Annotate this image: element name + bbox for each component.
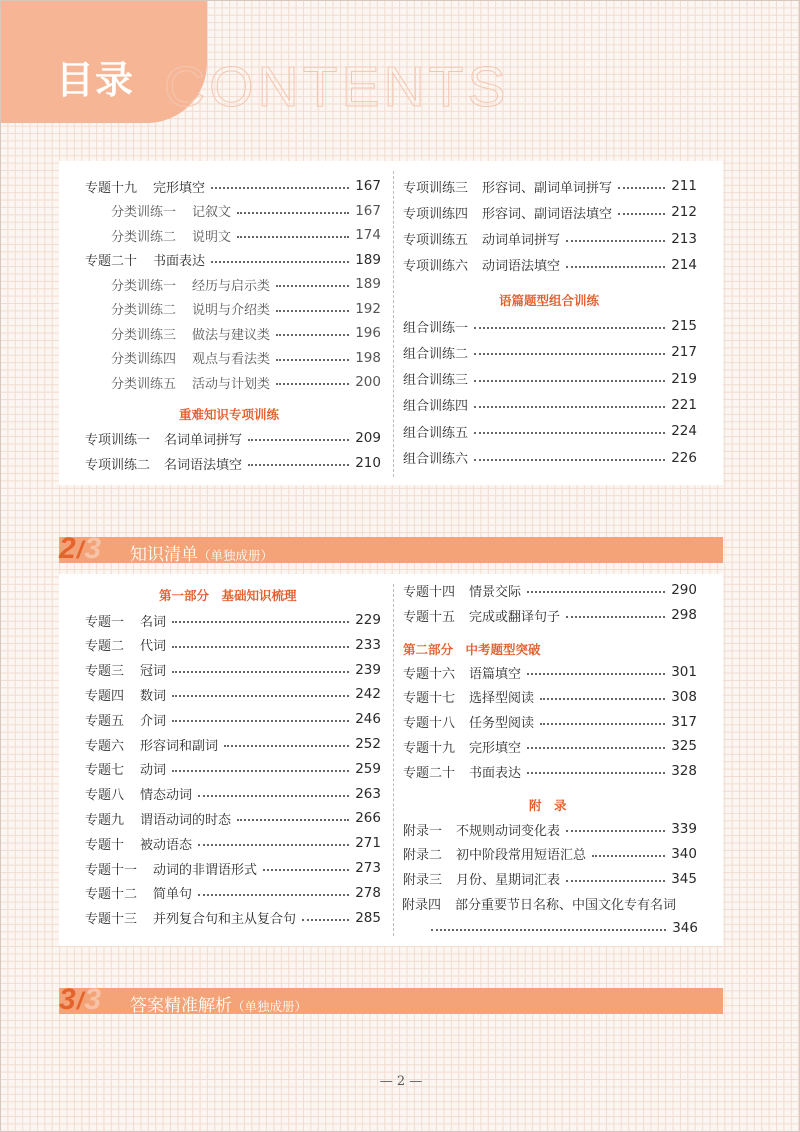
toc-label: 组合训练六 [403, 452, 469, 467]
leader-dots [276, 383, 349, 385]
toc-label: 专题十 [85, 837, 125, 853]
toc-title: 语篇填空 [469, 666, 522, 682]
toc-label: 分类训练五 [111, 376, 177, 392]
toc-entry [403, 688, 697, 706]
toc-label: 专题六 [85, 738, 125, 754]
leader-dots [211, 261, 349, 263]
toc-label: 专题二 [85, 639, 125, 655]
toc-label: 附录一 [403, 823, 443, 839]
leader-dots [474, 406, 665, 408]
toc-page: 346 [672, 920, 698, 936]
leader-dots [248, 464, 349, 466]
toc-label: 组合训练四 [403, 399, 469, 415]
toc-title: 简单句 [153, 887, 193, 903]
toc-entry [85, 251, 381, 269]
toc-page: 200 [355, 374, 381, 390]
leader-dots [592, 855, 665, 857]
toc-entry [403, 581, 697, 599]
toc-entry [403, 737, 697, 755]
toc-label: 专项训练六 [403, 259, 469, 275]
toc-label: 专题十八 [403, 716, 456, 732]
toc-title: 动词的非谓语形式 [153, 862, 258, 878]
toc-label: 专题十五 [403, 609, 456, 625]
toc-page: 325 [671, 738, 697, 755]
toc-page: 266 [355, 810, 381, 827]
toc-label: 组合训练五 [403, 425, 469, 441]
toc-title: 完形填空 [469, 740, 522, 756]
toc-label: 分类训练二 [111, 229, 177, 245]
toc-page: 285 [355, 909, 381, 926]
section-title: 知识清单 [130, 545, 198, 565]
section-number [59, 532, 101, 566]
toc-entry [85, 454, 381, 472]
section-banner-knowledge-list [59, 532, 723, 565]
page-title-english: CONTENTS [164, 55, 510, 119]
section-index: 2 [59, 532, 76, 565]
leader-dots [527, 772, 665, 774]
toc-entry [403, 870, 697, 888]
toc-label: 分类训练三 [111, 327, 177, 343]
toc-label: 专题十六 [403, 666, 456, 682]
appendix-4-title [402, 894, 677, 913]
toc-label: 专题十九 [85, 180, 138, 196]
toc-label: 专题七 [85, 763, 125, 779]
toc-entry [403, 845, 697, 863]
toc-page: 278 [355, 884, 381, 901]
toc-title: 被动语态 [140, 837, 193, 853]
section-heading-combo-training: 语篇题型组合训练 [499, 293, 600, 308]
toc-entry [85, 809, 381, 827]
leader-dots [566, 240, 665, 242]
toc-entry [111, 373, 381, 391]
toc-page: 246 [355, 711, 381, 728]
toc-label: 分类训练一 [111, 205, 177, 220]
leader-dots [276, 334, 349, 336]
leader-dots [527, 673, 665, 675]
toc-entry [85, 685, 381, 703]
toc-entry [403, 177, 697, 195]
toc-page: 263 [355, 785, 381, 802]
toc-page: 192 [355, 300, 381, 317]
toc-label: 附录三 [403, 873, 443, 889]
toc-title: 名词语法填空 [164, 457, 243, 473]
toc-title: 说明文 [192, 229, 232, 245]
toc-entry [85, 611, 381, 629]
contents-panel-1 [59, 161, 723, 485]
toc-entry [111, 275, 381, 293]
toc-entry [111, 349, 381, 367]
toc-page: 210 [355, 455, 381, 471]
leader-dots [248, 439, 349, 441]
leader-dots [474, 380, 665, 382]
toc-entry [403, 343, 697, 361]
toc-title: 部分重要节日名称、中国文化专有名词 [455, 898, 677, 913]
toc-entry [85, 735, 381, 753]
leader-dots [172, 720, 349, 722]
leader-dots [566, 830, 665, 832]
toc-label: 专题三 [85, 664, 125, 680]
toc-title: 说明与介绍类 [192, 303, 271, 318]
toc-label: 分类训练一 [111, 278, 177, 294]
section-banner-answers [59, 983, 723, 1016]
toc-entry [85, 859, 381, 877]
section-heading-special-training: 重难知识专项训练 [179, 407, 280, 422]
leader-dots [172, 621, 349, 623]
toc-title: 形容词、副词语法填空 [482, 206, 613, 222]
toc-page: 217 [671, 344, 697, 361]
leader-dots [618, 187, 665, 189]
toc-page: 213 [671, 230, 697, 247]
toc-entry [111, 202, 381, 220]
toc-label: 专项训练二 [85, 457, 151, 473]
toc-page: 233 [355, 636, 381, 653]
toc-page: 317 [671, 713, 697, 730]
toc-title: 做法与建议类 [192, 327, 271, 343]
leader-dots [431, 929, 666, 931]
leader-dots [566, 880, 665, 882]
toc-label: 分类训练二 [111, 303, 177, 318]
section-note: （单独成册） [198, 548, 274, 563]
toc-label: 专题十九 [403, 740, 456, 756]
toc-entry [403, 396, 697, 414]
toc-title: 完形填空 [153, 180, 206, 196]
toc-page: 229 [355, 612, 381, 628]
toc-entry [403, 317, 697, 335]
leader-dots [474, 327, 665, 329]
toc-page: 209 [355, 430, 381, 446]
leader-dots [527, 591, 665, 593]
toc-entry [85, 636, 381, 654]
leader-dots [198, 844, 349, 846]
leader-dots [474, 353, 665, 355]
leader-dots [211, 187, 349, 189]
toc-entry [403, 606, 697, 624]
toc-title: 情景交际 [469, 584, 522, 600]
toc-label: 专题十四 [403, 584, 456, 600]
toc-entry [111, 300, 381, 318]
toc-label: 专题四 [85, 688, 125, 704]
toc-page: 196 [355, 325, 381, 341]
toc-page: 198 [355, 349, 381, 366]
leader-dots [237, 236, 349, 238]
toc-label: 组合训练三 [403, 373, 469, 389]
toc-entry [111, 226, 381, 244]
toc-page: 345 [671, 870, 697, 887]
toc-entry [85, 909, 381, 927]
toc-entry [85, 884, 381, 902]
leader-dots [276, 285, 349, 287]
toc-page: 215 [671, 318, 697, 334]
toc-page: 339 [671, 821, 697, 837]
toc-entry [85, 661, 381, 679]
toc-title: 情态动词 [140, 788, 193, 804]
toc-entry [85, 710, 381, 728]
leader-dots [172, 646, 349, 648]
leader-dots [263, 869, 349, 871]
toc-title: 形容词和副词 [140, 738, 219, 754]
section-heading-appendix: 附 录 [529, 798, 567, 813]
leader-dots [566, 266, 665, 268]
toc-title: 名词单词拼写 [164, 432, 243, 448]
leader-dots [198, 795, 349, 797]
toc-label: 专题十七 [403, 691, 456, 707]
toc-entry [403, 370, 697, 388]
toc-entry [403, 422, 697, 440]
toc-title: 动词 [140, 763, 167, 779]
toc-title: 经历与启示类 [192, 278, 271, 294]
toc-page: 219 [671, 370, 697, 387]
toc-title: 冠词 [140, 664, 167, 680]
toc-label: 专题五 [85, 713, 125, 729]
toc-title: 书面表达 [469, 765, 522, 781]
leader-dots [540, 698, 665, 700]
toc-label: 组合训练二 [403, 346, 469, 362]
toc-page: 290 [671, 582, 697, 598]
leader-dots [527, 747, 665, 749]
section-slash: / [76, 537, 84, 564]
toc-page: 239 [355, 661, 381, 678]
toc-page: 167 [355, 178, 381, 194]
toc-label: 专题二十 [403, 765, 456, 781]
toc-label: 专题十一 [85, 862, 138, 878]
toc-label: 专题十二 [85, 887, 138, 903]
section-heading-part-two: 第二部分 中考题型突破 [403, 642, 541, 657]
toc-entry [403, 713, 697, 731]
toc-label: 专题一 [85, 614, 125, 630]
leader-dots [224, 745, 349, 747]
toc-label: 专题八 [85, 788, 125, 804]
column-divider [393, 171, 394, 477]
toc-entry [403, 256, 697, 274]
toc-title: 动词单词拼写 [482, 233, 561, 249]
toc-page: 308 [671, 688, 697, 705]
leader-dots [618, 213, 665, 215]
toc-title: 月份、星期词汇表 [456, 873, 561, 889]
toc-entry [403, 762, 697, 780]
toc-entry [403, 449, 697, 467]
toc-page: 273 [355, 860, 381, 876]
toc-title: 任务型阅读 [469, 716, 535, 732]
toc-title: 谓语动词的时态 [140, 812, 232, 828]
toc-title: 代词 [140, 639, 167, 655]
toc-entry [403, 820, 697, 838]
toc-title: 记叙文 [192, 205, 232, 220]
toc-title: 观点与看法类 [192, 352, 271, 367]
toc-page: 226 [671, 449, 697, 466]
section-index: 3 [59, 983, 76, 1016]
toc-page: 189 [355, 276, 381, 292]
toc-page: 271 [355, 835, 381, 852]
leader-dots [302, 919, 349, 921]
toc-title: 活动与计划类 [192, 376, 271, 392]
toc-label: 专项训练一 [85, 432, 151, 448]
toc-entry [85, 760, 381, 778]
leader-dots [276, 310, 349, 312]
toc-page: 259 [355, 760, 381, 777]
column-divider [393, 584, 394, 936]
toc-page: 174 [355, 227, 381, 243]
leader-dots [540, 723, 665, 725]
toc-label: 专题十三 [85, 912, 138, 928]
toc-page: 167 [355, 202, 381, 219]
toc-page: 212 [671, 204, 697, 221]
toc-label: 组合训练一 [403, 320, 469, 336]
page-number: — 2 — [379, 1074, 423, 1089]
toc-title: 介词 [140, 713, 167, 729]
section-title: 答案精准解析 [130, 996, 232, 1016]
toc-page: 242 [355, 686, 381, 703]
toc-page: 298 [671, 607, 697, 623]
toc-title: 选择型阅读 [469, 691, 535, 707]
toc-entry [85, 429, 381, 447]
toc-title: 形容词、副词单词拼写 [482, 180, 613, 196]
section-total: 3 [84, 532, 102, 565]
toc-page: 301 [671, 664, 697, 680]
toc-page: 328 [671, 763, 697, 780]
toc-label: 附录四 [402, 898, 442, 913]
page-title: 目录 [56, 58, 135, 102]
leader-dots [474, 432, 665, 434]
section-note: （单独成册） [232, 999, 308, 1014]
toc-label: 专题二十 [85, 254, 138, 269]
appendix-4-page-row [431, 919, 698, 937]
toc-label: 分类训练四 [111, 352, 177, 367]
toc-entry [111, 324, 381, 342]
toc-title: 书面表达 [153, 254, 206, 269]
toc-title: 动词语法填空 [482, 259, 561, 275]
toc-entry [403, 203, 697, 221]
section-number [59, 983, 101, 1017]
leader-dots [566, 616, 665, 618]
leader-dots [276, 359, 349, 361]
toc-title: 不规则动词变化表 [456, 823, 561, 839]
toc-title: 初中阶段常用短语汇总 [456, 848, 587, 864]
toc-title: 名词 [140, 614, 167, 630]
section-slash: / [76, 988, 84, 1015]
toc-label: 专项训练三 [403, 180, 469, 196]
leader-dots [172, 695, 349, 697]
toc-page: 224 [671, 423, 697, 440]
toc-title: 完成或翻译句子 [469, 609, 561, 625]
section-heading-part-one: 第一部分 基础知识梳理 [159, 588, 297, 603]
toc-page: 189 [355, 251, 381, 268]
toc-entry [403, 663, 697, 681]
toc-page: 252 [355, 736, 381, 752]
toc-entry [403, 230, 697, 248]
toc-title: 数词 [140, 688, 167, 704]
toc-title: 并列复合句和主从复合句 [153, 912, 297, 928]
toc-label: 附录二 [403, 848, 443, 864]
section-total: 3 [84, 983, 102, 1016]
leader-dots [172, 770, 349, 772]
leader-dots [474, 459, 665, 461]
toc-label: 专项训练五 [403, 233, 469, 249]
leader-dots [198, 894, 349, 896]
toc-page: 214 [671, 256, 697, 273]
contents-panel-2 [59, 574, 723, 946]
leader-dots [237, 819, 349, 821]
toc-page: 221 [671, 396, 697, 413]
toc-entry [85, 785, 381, 803]
leader-dots [237, 212, 349, 214]
toc-label: 专题九 [85, 812, 125, 828]
toc-entry [85, 834, 381, 852]
toc-label: 专项训练四 [403, 206, 469, 222]
toc-page: 340 [671, 845, 697, 862]
toc-entry [85, 177, 381, 195]
leader-dots [172, 671, 349, 673]
toc-page: 211 [671, 178, 697, 194]
